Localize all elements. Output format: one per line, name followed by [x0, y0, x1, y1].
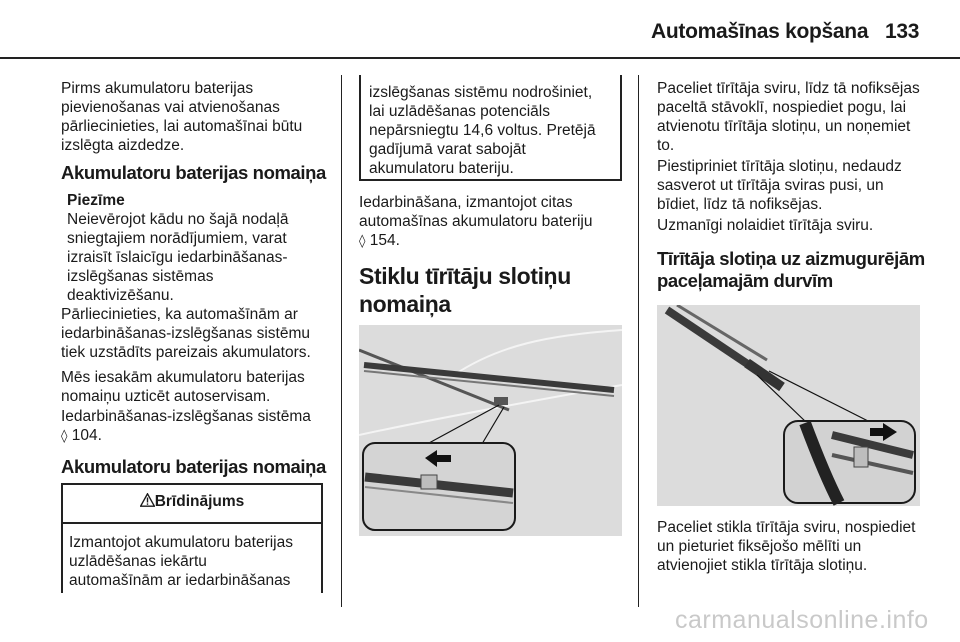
text-line: Pirms akumulatoru baterijas	[61, 80, 254, 97]
text-line: uzlādēšanas iekārtu	[69, 553, 207, 570]
rear-wiper-drawing	[657, 305, 920, 506]
text-line: paceltā stāvoklī, nospiediet pogu, lai	[657, 99, 907, 116]
text-line: iedarbināšanas-izslēgšanas sistēmu	[61, 325, 310, 342]
text-line: nepārsniegtu 14,6 voltus. Pretējā	[369, 122, 596, 139]
text-line: Neievērojot kādu no šajā nodaļā	[67, 211, 289, 228]
heading-line: nomaiņa	[359, 291, 451, 317]
page-reference[interactable]	[359, 231, 629, 251]
rear-wiper-illustration	[657, 305, 920, 506]
text-line: lai uzlādēšanas potenciāls	[369, 103, 550, 120]
reference-page: 154.	[369, 232, 400, 249]
intro-paragraph	[61, 79, 333, 155]
warning-title: Brīdinājums	[154, 493, 245, 510]
page-reference[interactable]	[61, 426, 337, 446]
warning-box	[61, 483, 323, 593]
section-heading-battery: Akumulatoru baterijas nomaiņa	[61, 162, 326, 183]
header-rule	[0, 57, 960, 59]
warning-text-continued	[369, 83, 619, 178]
paragraph-remove-blade	[657, 79, 932, 155]
text-line: izslēgta aizdedze.	[61, 137, 185, 154]
text-line: sasverot ut tīrītāja sviras pusi, un	[657, 177, 884, 194]
text-line: pievienošanas vai atvienošanas	[61, 99, 280, 116]
text-line: gadījumā varat sabojāt	[369, 141, 526, 158]
warning-text	[69, 533, 319, 590]
text-line: Paceliet tīrītāja sviru, līdz tā nofiksējas	[657, 80, 920, 97]
page-title: Automašīnas kopšana	[651, 20, 869, 43]
text-line: Paceliet stikla tīrītāja sviru, nospiediet	[657, 519, 916, 536]
text-line: tiek uzstādīts pareizais akumulators.	[61, 344, 311, 361]
text-line: to.	[657, 137, 675, 154]
text-line: Iedarbināšana, izmantojot citas	[359, 194, 573, 211]
section-heading-rear-wiper	[657, 248, 925, 292]
text-line: Mēs iesakām akumulatoru baterijas	[61, 369, 305, 386]
paragraph-jump-start	[359, 193, 629, 251]
text-line: un pieturiet fiksējošo mēlīti un	[657, 538, 862, 555]
column-divider-right	[638, 75, 639, 607]
text-line: nomaiņu uzticēt autoservisam.	[61, 388, 271, 405]
text-line: izraisīt īslaicīgu iedarbināšanas-	[67, 249, 288, 266]
text-line: atvienotu tīrītāja slotiņu, un noņemiet	[657, 118, 911, 135]
text-line: pārliecinieties, lai automašīnai būtu	[61, 118, 303, 135]
windscreen-wiper-illustration	[359, 325, 622, 536]
section-heading-battery-2: Akumulatoru baterijas nomaiņa	[61, 456, 326, 477]
text-line: deaktivizēšanu.	[67, 287, 174, 304]
text-line: bīdiet, līdz tā nofiksējas.	[657, 196, 823, 213]
warning-box-continued	[359, 75, 622, 181]
reference-arrow-icon: ◊	[359, 234, 366, 249]
reference-arrow-icon: ◊	[61, 429, 68, 444]
column-divider-left	[341, 75, 342, 607]
text-line: Piestipriniet tīrītāja slotiņu, nedaudz	[657, 158, 902, 175]
paragraph-system-ref	[61, 407, 337, 446]
section-heading-wiper-blades	[359, 262, 571, 318]
paragraph-attach-blade	[657, 157, 932, 214]
text-line: izslēgšanas sistēmas	[67, 268, 214, 285]
watermark: carmanualsonline.info	[675, 606, 929, 634]
heading-line: Stiklu tīrītāju slotiņu	[359, 263, 571, 289]
note-title: Piezīme	[67, 192, 125, 209]
text-line: akumulatoru bateriju.	[369, 160, 514, 177]
note-block	[67, 191, 333, 305]
warning-header	[61, 493, 323, 511]
paragraph-start-stop	[61, 305, 333, 362]
column-left	[61, 79, 333, 155]
text-line: izslēgšanas sistēmu nodrošiniet,	[369, 84, 593, 101]
text-line: Izmantojot akumulatoru baterijas	[69, 534, 294, 551]
heading-line: Tīrītāja slotiņa uz aizmugurējām	[657, 248, 925, 269]
text-line: Iedarbināšanas-izslēgšanas sistēma	[61, 408, 311, 425]
page-number: 133	[885, 20, 920, 43]
text-line: automašīnas akumulatoru bateriju	[359, 213, 593, 230]
warning-triangle-icon	[140, 493, 155, 507]
text-line: atvienojiet stikla tīrītāja slotiņu.	[657, 557, 868, 574]
paragraph-service	[61, 368, 333, 406]
text-line: automašīnām ar iedarbināšanas	[69, 572, 291, 589]
reference-page: 104.	[71, 427, 102, 444]
heading-line: paceļamajām durvīm	[657, 270, 833, 291]
paragraph-lower-arm: Uzmanīgi nolaidiet tīrītāja sviru.	[657, 217, 874, 234]
text-line: Pārliecinieties, ka automašīnām ar	[61, 306, 298, 323]
text-line: sniegtajiem norādījumiem, varat	[67, 230, 287, 247]
wiper-drawing	[359, 325, 622, 536]
paragraph-rear-blade	[657, 518, 937, 575]
